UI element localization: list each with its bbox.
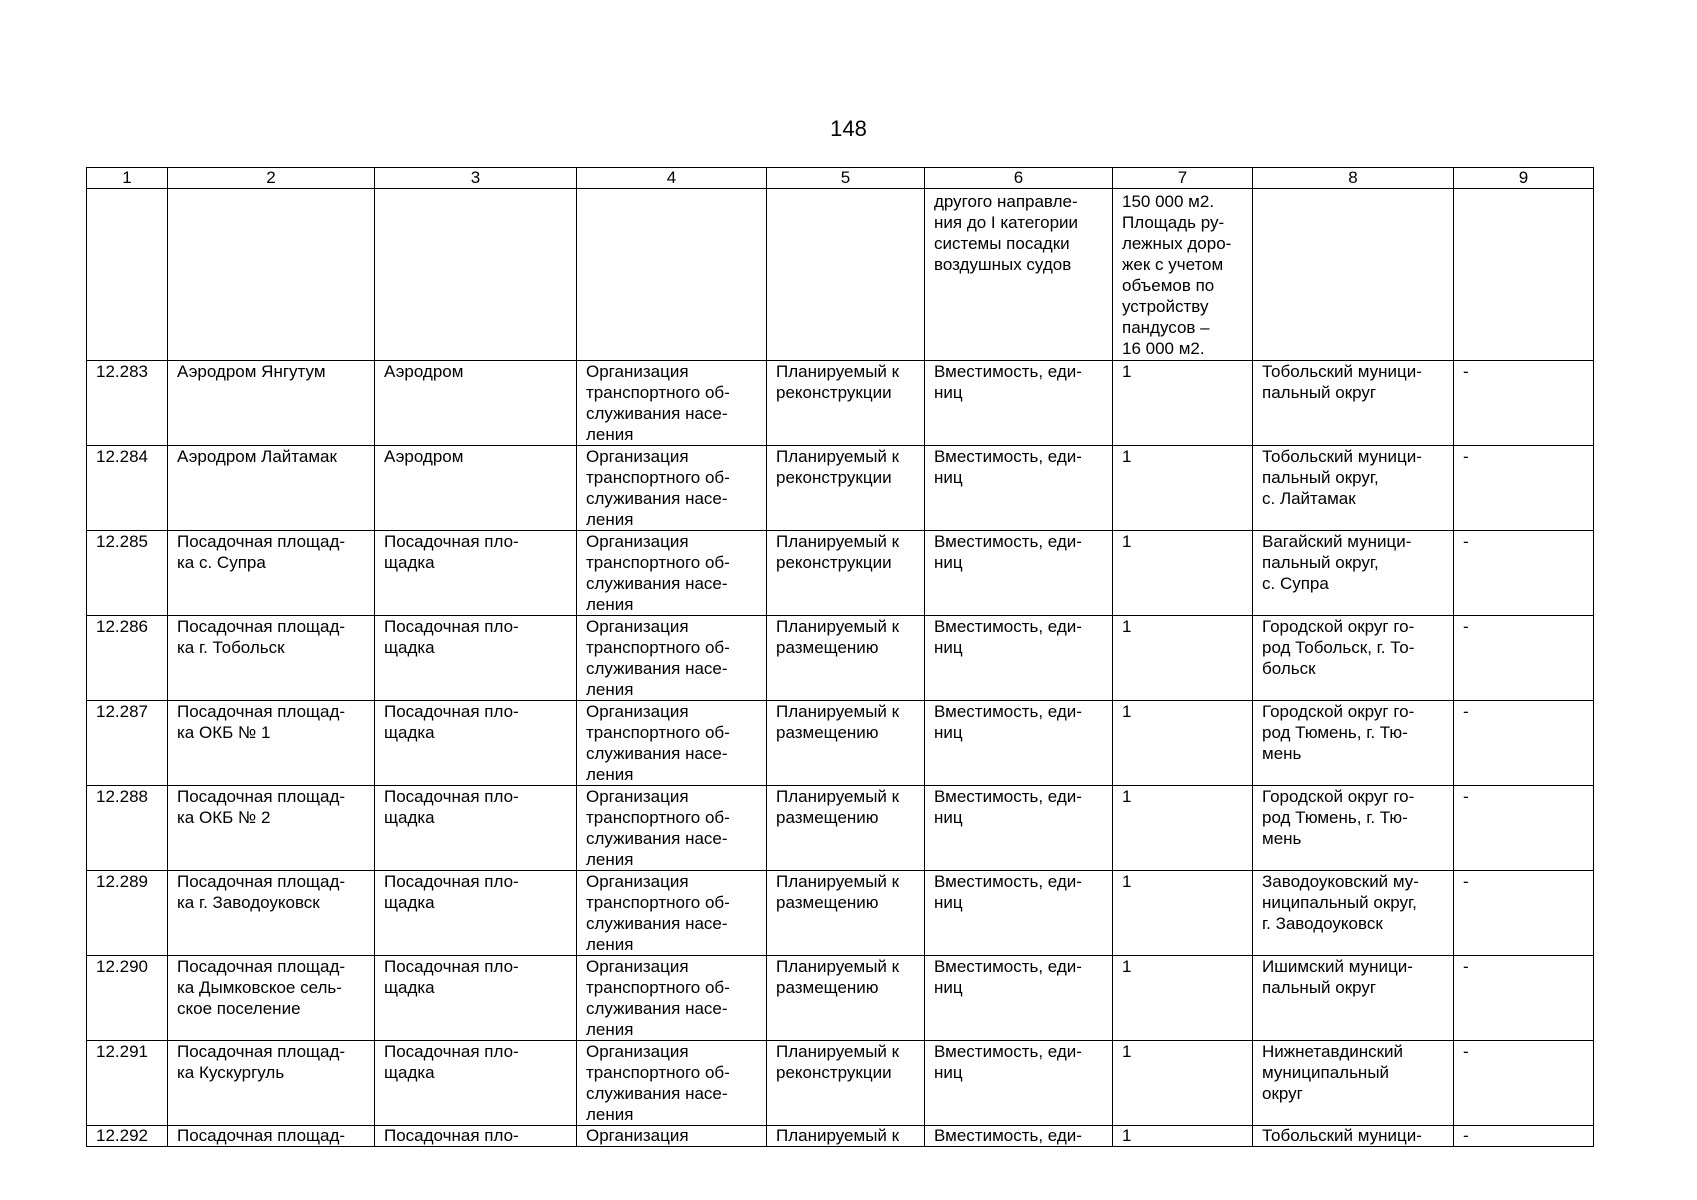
table-body bbox=[87, 189, 1594, 1147]
table-cell: Посадочная пло- щадка bbox=[375, 616, 577, 701]
table-cell bbox=[1253, 189, 1454, 361]
table-cell: Планируемый к размещению bbox=[767, 871, 925, 956]
table-cell: Посадочная пло- щадка bbox=[375, 1041, 577, 1126]
table-cell: Посадочная площад- ка с. Супра bbox=[168, 531, 375, 616]
column-header-3: 3 bbox=[375, 168, 577, 189]
table-row bbox=[87, 1041, 1594, 1126]
table-cell: 12.285 bbox=[87, 531, 168, 616]
table-cell: 12.290 bbox=[87, 956, 168, 1041]
table-cell: 1 bbox=[1113, 531, 1253, 616]
table-cell: Аэродром Лайтамак bbox=[168, 446, 375, 531]
table-cell: Вместимость, еди- ниц bbox=[925, 616, 1113, 701]
table-cell: 12.288 bbox=[87, 786, 168, 871]
table-row bbox=[87, 616, 1594, 701]
table-cell: Аэродром bbox=[375, 446, 577, 531]
table-cell: 12.284 bbox=[87, 446, 168, 531]
table-cell: 1 bbox=[1113, 616, 1253, 701]
table-cell: 12.291 bbox=[87, 1041, 168, 1126]
table-cell: Вагайский муници- пальный округ, с. Супра bbox=[1253, 531, 1454, 616]
table-cell: Организация bbox=[577, 1126, 767, 1147]
table-cell: Посадочная пло- щадка bbox=[375, 786, 577, 871]
column-header-6: 6 bbox=[925, 168, 1113, 189]
table-cell: 12.292 bbox=[87, 1126, 168, 1147]
table-cell bbox=[87, 189, 168, 361]
column-header-4: 4 bbox=[577, 168, 767, 189]
table-cell: 12.287 bbox=[87, 701, 168, 786]
table-cell bbox=[767, 189, 925, 361]
table-cell: Посадочная площад- ка Кускургуль bbox=[168, 1041, 375, 1126]
table-cell: Ишимский муници- пальный округ bbox=[1253, 956, 1454, 1041]
column-header-9: 9 bbox=[1454, 168, 1594, 189]
table-cell: Посадочная пло- щадка bbox=[375, 956, 577, 1041]
table-cell: - bbox=[1454, 446, 1594, 531]
table-cell: 12.283 bbox=[87, 361, 168, 446]
table-cell: Аэродром bbox=[375, 361, 577, 446]
table-cell: Планируемый к bbox=[767, 1126, 925, 1147]
table-cell: - bbox=[1454, 616, 1594, 701]
table-row bbox=[87, 1126, 1594, 1147]
table-cell: 1 bbox=[1113, 361, 1253, 446]
table-cell: Посадочная пло- щадка bbox=[375, 871, 577, 956]
table-cell: - bbox=[1454, 361, 1594, 446]
table-cell: Тобольский муници- пальный округ, с. Лайтамак bbox=[1253, 446, 1454, 531]
table-cell: Планируемый к реконструкции bbox=[767, 531, 925, 616]
table-cell: 1 bbox=[1113, 701, 1253, 786]
column-header-5: 5 bbox=[767, 168, 925, 189]
table-row bbox=[87, 701, 1594, 786]
table-cell: Организация транспортного об- служивания насе- ления bbox=[577, 531, 767, 616]
table-row bbox=[87, 189, 1594, 361]
table-cell: 1 bbox=[1113, 786, 1253, 871]
table-cell: Планируемый к размещению bbox=[767, 786, 925, 871]
table-cell: 1 bbox=[1113, 871, 1253, 956]
table-cell: Посадочная площад- ка г. Заводоуковск bbox=[168, 871, 375, 956]
table-cell: Вместимость, еди- ниц bbox=[925, 446, 1113, 531]
table-cell: Организация транспортного об- служивания насе- ления bbox=[577, 701, 767, 786]
table-row bbox=[87, 956, 1594, 1041]
table-cell: 150 000 м2. Площадь ру- лежных доро- жек с учетом объемов по устройству пандусов – 16 000 м2. bbox=[1113, 189, 1253, 361]
objects-table bbox=[86, 167, 1594, 1147]
table-cell: Вместимость, еди- ниц bbox=[925, 1041, 1113, 1126]
table-cell: Планируемый к реконструкции bbox=[767, 361, 925, 446]
column-header-1: 1 bbox=[87, 168, 168, 189]
table-cell: Организация транспортного об- служивания насе- ления bbox=[577, 871, 767, 956]
table-cell: 12.286 bbox=[87, 616, 168, 701]
table-cell: Вместимость, еди- bbox=[925, 1126, 1113, 1147]
table-cell: Посадочная площад- bbox=[168, 1126, 375, 1147]
table-cell: - bbox=[1454, 701, 1594, 786]
table-cell: Вместимость, еди- ниц bbox=[925, 531, 1113, 616]
table-cell: Заводоуковский му- ниципальный округ, г. Заводоуковск bbox=[1253, 871, 1454, 956]
table-cell: Посадочная площад- ка г. Тобольск bbox=[168, 616, 375, 701]
table-cell: Организация транспортного об- служивания насе- ления bbox=[577, 361, 767, 446]
table-cell: Посадочная пло- bbox=[375, 1126, 577, 1147]
table-cell: Организация транспортного об- служивания насе- ления bbox=[577, 446, 767, 531]
table-cell bbox=[168, 189, 375, 361]
table-cell: Посадочная площад- ка ОКБ № 2 bbox=[168, 786, 375, 871]
table-row bbox=[87, 786, 1594, 871]
header-row bbox=[87, 168, 1594, 189]
table-cell: Городской округ го- род Тюмень, г. Тю- мень bbox=[1253, 701, 1454, 786]
table-cell: Нижнетавдинский муниципальный округ bbox=[1253, 1041, 1454, 1126]
table-cell: Планируемый к размещению bbox=[767, 616, 925, 701]
table-cell: Планируемый к размещению bbox=[767, 956, 925, 1041]
table-cell: Вместимость, еди- ниц bbox=[925, 701, 1113, 786]
table-cell: 1 bbox=[1113, 446, 1253, 531]
table-cell: - bbox=[1454, 1126, 1594, 1147]
table-cell: 1 bbox=[1113, 1126, 1253, 1147]
table-cell: Вместимость, еди- ниц bbox=[925, 786, 1113, 871]
table-cell: - bbox=[1454, 956, 1594, 1041]
table-cell: Организация транспортного об- служивания насе- ления bbox=[577, 616, 767, 701]
table-cell bbox=[1454, 189, 1594, 361]
table-cell: Вместимость, еди- ниц bbox=[925, 361, 1113, 446]
table-cell: 1 bbox=[1113, 956, 1253, 1041]
table-cell: - bbox=[1454, 786, 1594, 871]
table-cell: Вместимость, еди- ниц bbox=[925, 956, 1113, 1041]
table-cell: - bbox=[1454, 531, 1594, 616]
table-cell: 12.289 bbox=[87, 871, 168, 956]
table-cell: - bbox=[1454, 1041, 1594, 1126]
table-cell: другого направле- ния до I категории системы посадки воздушных судов bbox=[925, 189, 1113, 361]
table-cell: Тобольский муници- пальный округ bbox=[1253, 361, 1454, 446]
table-cell bbox=[375, 189, 577, 361]
column-header-7: 7 bbox=[1113, 168, 1253, 189]
page-number: 148 bbox=[830, 116, 867, 141]
table-cell: Планируемый к реконструкции bbox=[767, 446, 925, 531]
table-cell: Тобольский муници- bbox=[1253, 1126, 1454, 1147]
table-cell bbox=[577, 189, 767, 361]
table-cell: 1 bbox=[1113, 1041, 1253, 1126]
table-cell: Городской округ го- род Тюмень, г. Тю- мень bbox=[1253, 786, 1454, 871]
column-header-2: 2 bbox=[168, 168, 375, 189]
table-cell: Организация транспортного об- служивания насе- ления bbox=[577, 956, 767, 1041]
table-cell: Посадочная пло- щадка bbox=[375, 531, 577, 616]
table-cell: Организация транспортного об- служивания насе- ления bbox=[577, 786, 767, 871]
column-header-8: 8 bbox=[1253, 168, 1454, 189]
table-cell: Посадочная площад- ка Дымковское сель- ское поселение bbox=[168, 956, 375, 1041]
table-cell: Планируемый к реконструкции bbox=[767, 1041, 925, 1126]
table-cell: - bbox=[1454, 871, 1594, 956]
table-cell: Городской округ го- род Тобольск, г. То- больск bbox=[1253, 616, 1454, 701]
table-row bbox=[87, 531, 1594, 616]
table-row bbox=[87, 871, 1594, 956]
table-cell: Планируемый к размещению bbox=[767, 701, 925, 786]
table-row bbox=[87, 446, 1594, 531]
table-row bbox=[87, 361, 1594, 446]
table-cell: Посадочная площад- ка ОКБ № 1 bbox=[168, 701, 375, 786]
table-cell: Аэродром Янгутум bbox=[168, 361, 375, 446]
table-cell: Посадочная пло- щадка bbox=[375, 701, 577, 786]
table-cell: Организация транспортного об- служивания насе- ления bbox=[577, 1041, 767, 1126]
table-cell: Вместимость, еди- ниц bbox=[925, 871, 1113, 956]
table-header bbox=[87, 168, 1594, 189]
